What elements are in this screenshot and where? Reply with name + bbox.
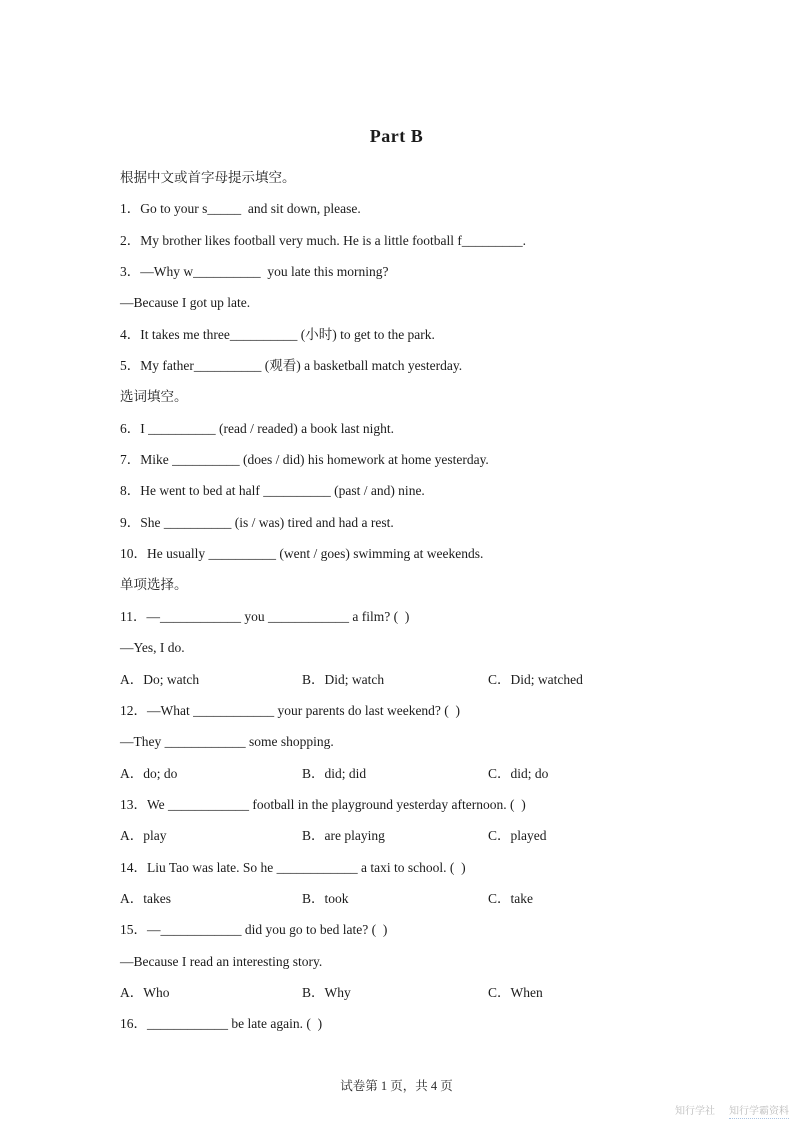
options-row [120,664,743,695]
footer-page-number: 试卷第 1 页，共 4 页 [340,1079,453,1093]
question-item: 8．He went to bed at half __________ (past / and) nine. [120,483,425,499]
option-b: B．did; did [302,765,367,781]
watermark-text-1: 知行学社 [675,1106,715,1117]
watermark [675,1102,789,1117]
option-b: B．Why [302,984,351,1000]
options-row [120,883,743,914]
question-list [120,162,743,1040]
question-item: 9．She __________ (is / was) tired and had a rest. [120,514,394,530]
section-label: 根据中文或首字母提示填空。 [120,170,296,185]
question-item: 16．____________ be late again. ( ) [120,1016,323,1032]
question-item: 13．We ____________ football in the playground yesterday afternoon. ( ) [120,796,526,812]
option-a: A．play [120,828,167,844]
dialog-line: —Yes, I do. [120,640,185,656]
question-item: 15．—____________ did you go to bed late? ( ) [120,922,388,938]
option-a: A．Who [120,984,170,1000]
section-label: 选词填空。 [120,389,188,405]
option-c: C．Did; watched [488,671,583,687]
option-a: A．takes [120,890,171,906]
options-row [120,820,743,851]
option-b: B．Did; watch [302,671,385,687]
question-item: 2．My brother likes football very much. He is a little football f_________. [120,232,527,248]
question-item: 14．Liu Tao was late. So he ____________ a taxi to school. ( ) [120,859,466,875]
question-item: 5．My father__________ (观看) a basketball match yesterday. [120,358,463,374]
option-c: C．played [488,828,547,844]
section-label: 单项选择。 [120,577,188,593]
option-a: A．do; do [120,765,178,781]
question-item: 3．—Why w__________ you late this morning? [120,264,389,280]
page-title: Part B [369,126,424,146]
option-a: A．Do; watch [120,671,200,687]
option-b: B．took [302,890,349,906]
question-item: 1．Go to your s_____ and sit down, please. [120,201,361,217]
question-item: 4．It takes me three__________ (小时) to get to the park. [120,326,435,342]
dialog-line: —Because I got up late. [120,295,251,311]
question-item: 10．He usually __________ (went / goes) swimming at weekends. [120,546,484,562]
question-item: 7．Mike __________ (does / did) his homework at home yesterday. [120,452,489,468]
question-item: 11．—____________ you ____________ a film? ( ) [120,608,410,624]
options-row [120,977,743,1008]
watermark-text-2: 知行学霸资料 [729,1106,789,1117]
option-c: C．take [488,890,533,906]
question-item: 12．—What ____________ your parents do last weekend? ( ) [120,702,461,718]
dialog-line: —They ____________ some shopping. [120,734,334,750]
dialog-line: —Because I read an interesting story. [120,953,323,969]
option-b: B．are playing [302,828,385,844]
option-c: C．When [488,984,543,1000]
options-row [120,758,743,789]
option-c: C．did; do [488,765,549,781]
question-item: 6．I __________ (read / readed) a book last night. [120,420,395,436]
